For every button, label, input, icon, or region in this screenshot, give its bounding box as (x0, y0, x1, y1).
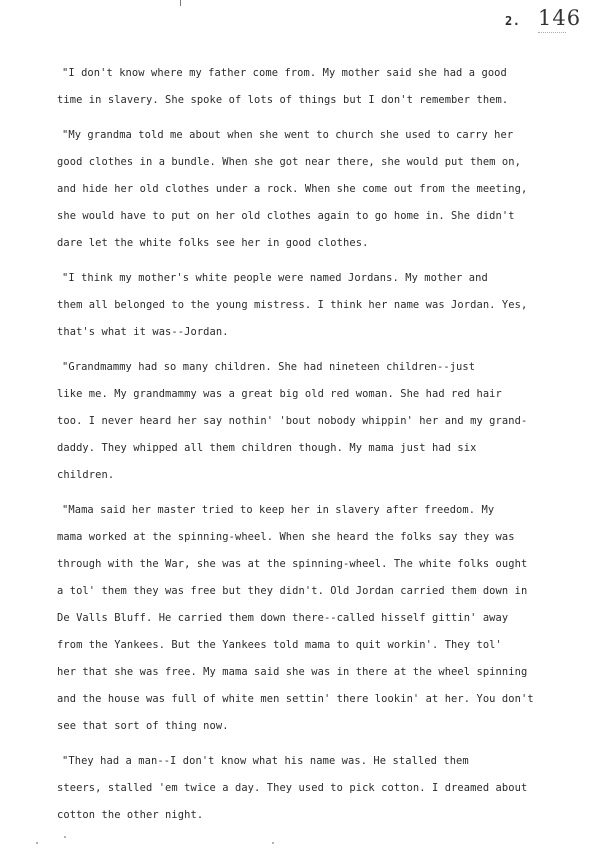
text-line: good clothes in a bundle. When she got near there, she would put them on, (57, 156, 521, 168)
paragraph (57, 497, 557, 740)
text-line: mama worked at the spinning-wheel. When she heard the folks say they was (57, 531, 515, 543)
text-line: "They had a man--I don't know what his name was. He stalled them (62, 755, 469, 767)
paper-speck (36, 842, 38, 844)
paragraph (57, 122, 557, 257)
paragraph (57, 265, 557, 346)
text-line: "My grandma told me about when she went to church she used to carry her (62, 129, 514, 141)
text-line: and the house was full of white men settin' there lookin' at her. You don't (57, 693, 534, 705)
paper-speck (64, 836, 66, 838)
text-line: too. I never heard her say nothin' 'bout nobody whippin' her and my grand- (57, 415, 528, 427)
text-line: through with the War, she was at the spinning-wheel. The white folks ought (57, 558, 528, 570)
text-line: from the Yankees. But the Yankees told mama to quit workin'. They tol' (57, 639, 502, 651)
text-line: daddy. They whipped all them children though. My mama just had six (57, 442, 477, 454)
text-line: like me. My grandmammy was a great big old red woman. She had red hair (57, 388, 502, 400)
paragraph (57, 354, 557, 489)
page-number: 2. (505, 14, 521, 28)
text-line: "Grandmammy had so many children. She had nineteen children--just (62, 361, 476, 373)
text-line: and hide her old clothes under a rock. When she come out from the meeting, (57, 183, 528, 195)
stamped-page-number: 146 (538, 6, 581, 33)
text-line: she would have to put on her old clothes again to go home in. She didn't (57, 210, 515, 222)
body-text (57, 60, 557, 837)
text-line: "Mama said her master tried to keep her in slavery after freedom. My (62, 504, 495, 516)
text-line: them all belonged to the young mistress. I think her name was Jordan. Yes, (57, 299, 528, 311)
text-line: steers, stalled 'em twice a day. They used to pick cotton. I dreamed about (57, 782, 528, 794)
text-line: "I think my mother's white people were named Jordans. My mother and (62, 272, 488, 284)
text-line: children. (57, 469, 115, 481)
paper-speck (272, 842, 274, 844)
text-line: cotton the other night. (57, 809, 204, 821)
paragraph (57, 748, 557, 829)
paragraph (57, 60, 557, 114)
text-line: that's what it was--Jordan. (57, 326, 229, 338)
text-line: see that sort of thing now. (57, 720, 229, 732)
text-line: time in slavery. She spoke of lots of things but I don't remember them. (57, 94, 509, 106)
text-line: a tol' them they was free but they didn't. Old Jordan carried them down in (57, 585, 528, 597)
text-line: "I don't know where my father come from. My mother said she had a good (62, 67, 507, 79)
text-line: dare let the white folks see her in good clothes. (57, 237, 369, 249)
text-line: her that she was free. My mama said she was in there at the wheel spinning (57, 666, 528, 678)
margin-tick-mark (180, 0, 181, 6)
text-line: De Valls Bluff. He carried them down there--called hisself gittin' away (57, 612, 509, 624)
